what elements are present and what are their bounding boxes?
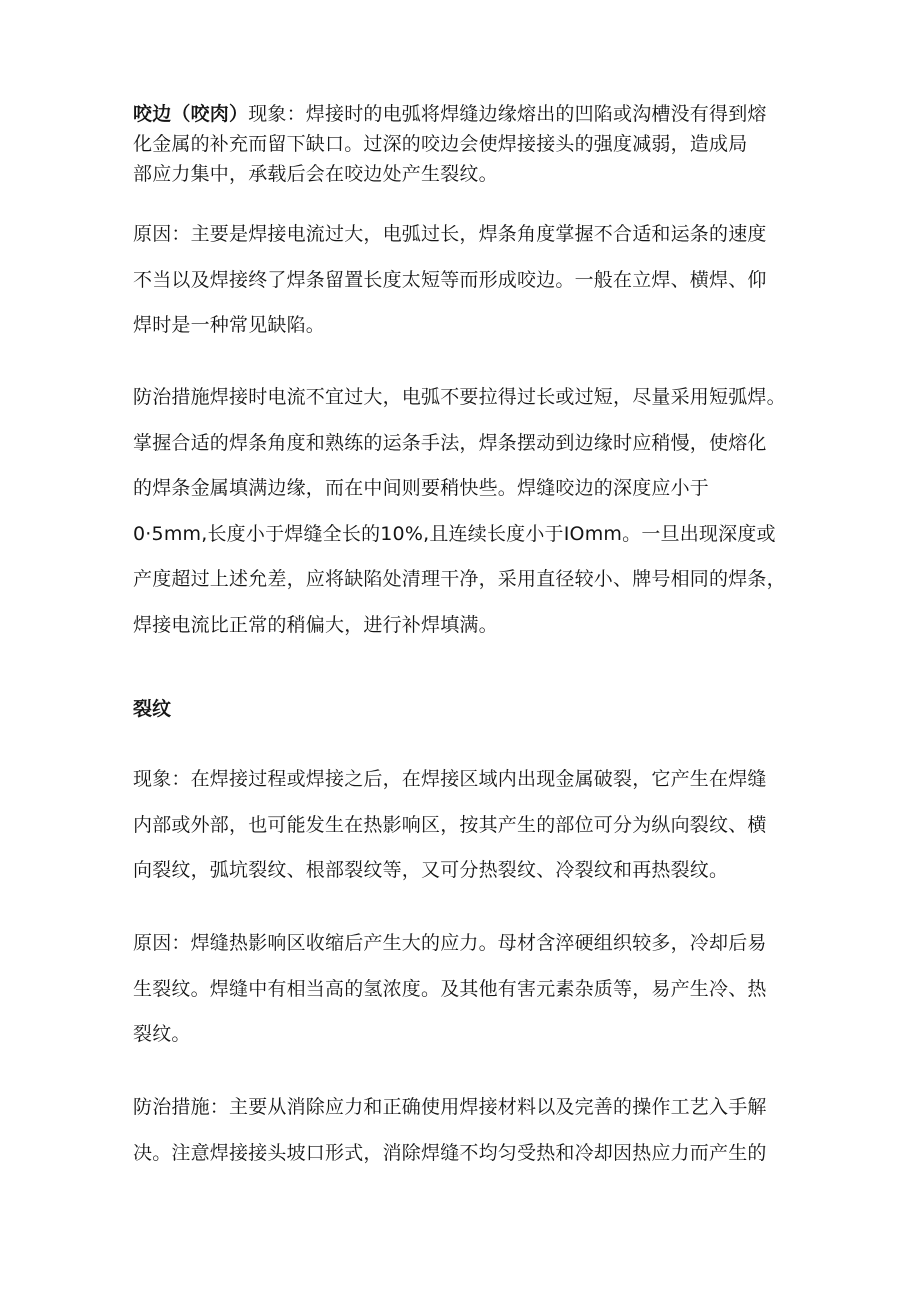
undercut-cause-line: 焊时是一种常见缺陷。 [133,314,326,336]
undercut-prevention-line: 掌握合适的焊条角度和熟练的运条手法，焊条摆动到边缘时应稍慢，使熔化 [133,431,767,454]
crack-phenomenon-line: 向裂纹，弧坑裂纹、根部裂纹等，又可分热裂纹、冷裂纹和再热裂纹。 [133,859,729,881]
crack-prevention-line: 决。注意焊接接头坡口形式，消除焊缝不均匀受热和冷却因热应力而产生的 [133,1141,767,1164]
crack-phenomenon-line: 内部或外部，也可能发生在热影响区，按其产生的部位可分为纵向裂纹、横 [133,813,767,836]
undercut-intro-paragraph [133,99,793,189]
crack-cause-line: 裂纹。 [133,1023,191,1045]
undercut-prevention-line: 的焊条金属填满边缘，而在中间则要稍快些。焊缝咬边的深度应小于 [133,477,710,499]
undercut-intro-line-1 [133,99,793,129]
undercut-intro-line-2: 化金属的补充而留下缺口。过深的咬边会使焊接接头的强度减弱，造成局 [133,133,748,155]
crack-cause-line: 生裂纹。焊缝中有相当高的氢浓度。及其他有害元素杂质等，易产生冷、热 [133,977,767,1000]
undercut-prevention-line: 产度超过上述允差，应将缺陷处清理干净，采用直径较小、牌号相同的焊条， [133,568,786,590]
undercut-intro-line-3: 部应力集中，承载后会在咬边处产生裂纹。 [133,163,498,185]
crack-heading: 裂纹 [133,698,172,720]
crack-cause-paragraph [133,921,793,1058]
undercut-prevention-line: 防治措施焊接时电流不宜过大，电弧不要拉得过长或过短，尽量采用短弧焊。 [133,386,786,408]
crack-phenomenon-paragraph [133,757,793,894]
crack-prevention-paragraph [133,1085,793,1176]
undercut-cause-line: 不当以及焊接终了焊条留置长度太短等而形成咬边。一般在立焊、横焊、仰 [133,268,767,291]
undercut-cause-paragraph [133,212,793,349]
undercut-cause-line: 原因：主要是焊接电流过大，电弧过长，焊条角度掌握不合适和运条的速度 [133,223,767,245]
crack-cause-line: 原因：焊缝热影响区收缩后产生大的应力。母材含淬硬组织较多，冷却后易 [133,932,767,954]
undercut-prevention-line: 0·5mm,长度小于焊缝全长的10%,且连续长度小于IOmm。一旦出现深度或 [133,522,776,545]
crack-prevention-line: 防治措施：主要从消除应力和正确使用焊接材料以及完善的操作工艺入手解 [133,1096,767,1118]
crack-phenomenon-line: 现象：在焊接过程或焊接之后，在焊接区域内出现金属破裂，它产生在焊缝 [133,768,767,790]
undercut-intro-line-1-text: 现象：焊接时的电弧将焊缝边缘熔出的凹陷或沟槽没有得到熔 [248,103,767,125]
undercut-title: 咬边（咬肉） [133,103,249,125]
undercut-prevention-paragraph [133,375,793,648]
undercut-prevention-line: 焊接电流比正常的稍偏大，进行补焊填满。 [133,613,498,636]
